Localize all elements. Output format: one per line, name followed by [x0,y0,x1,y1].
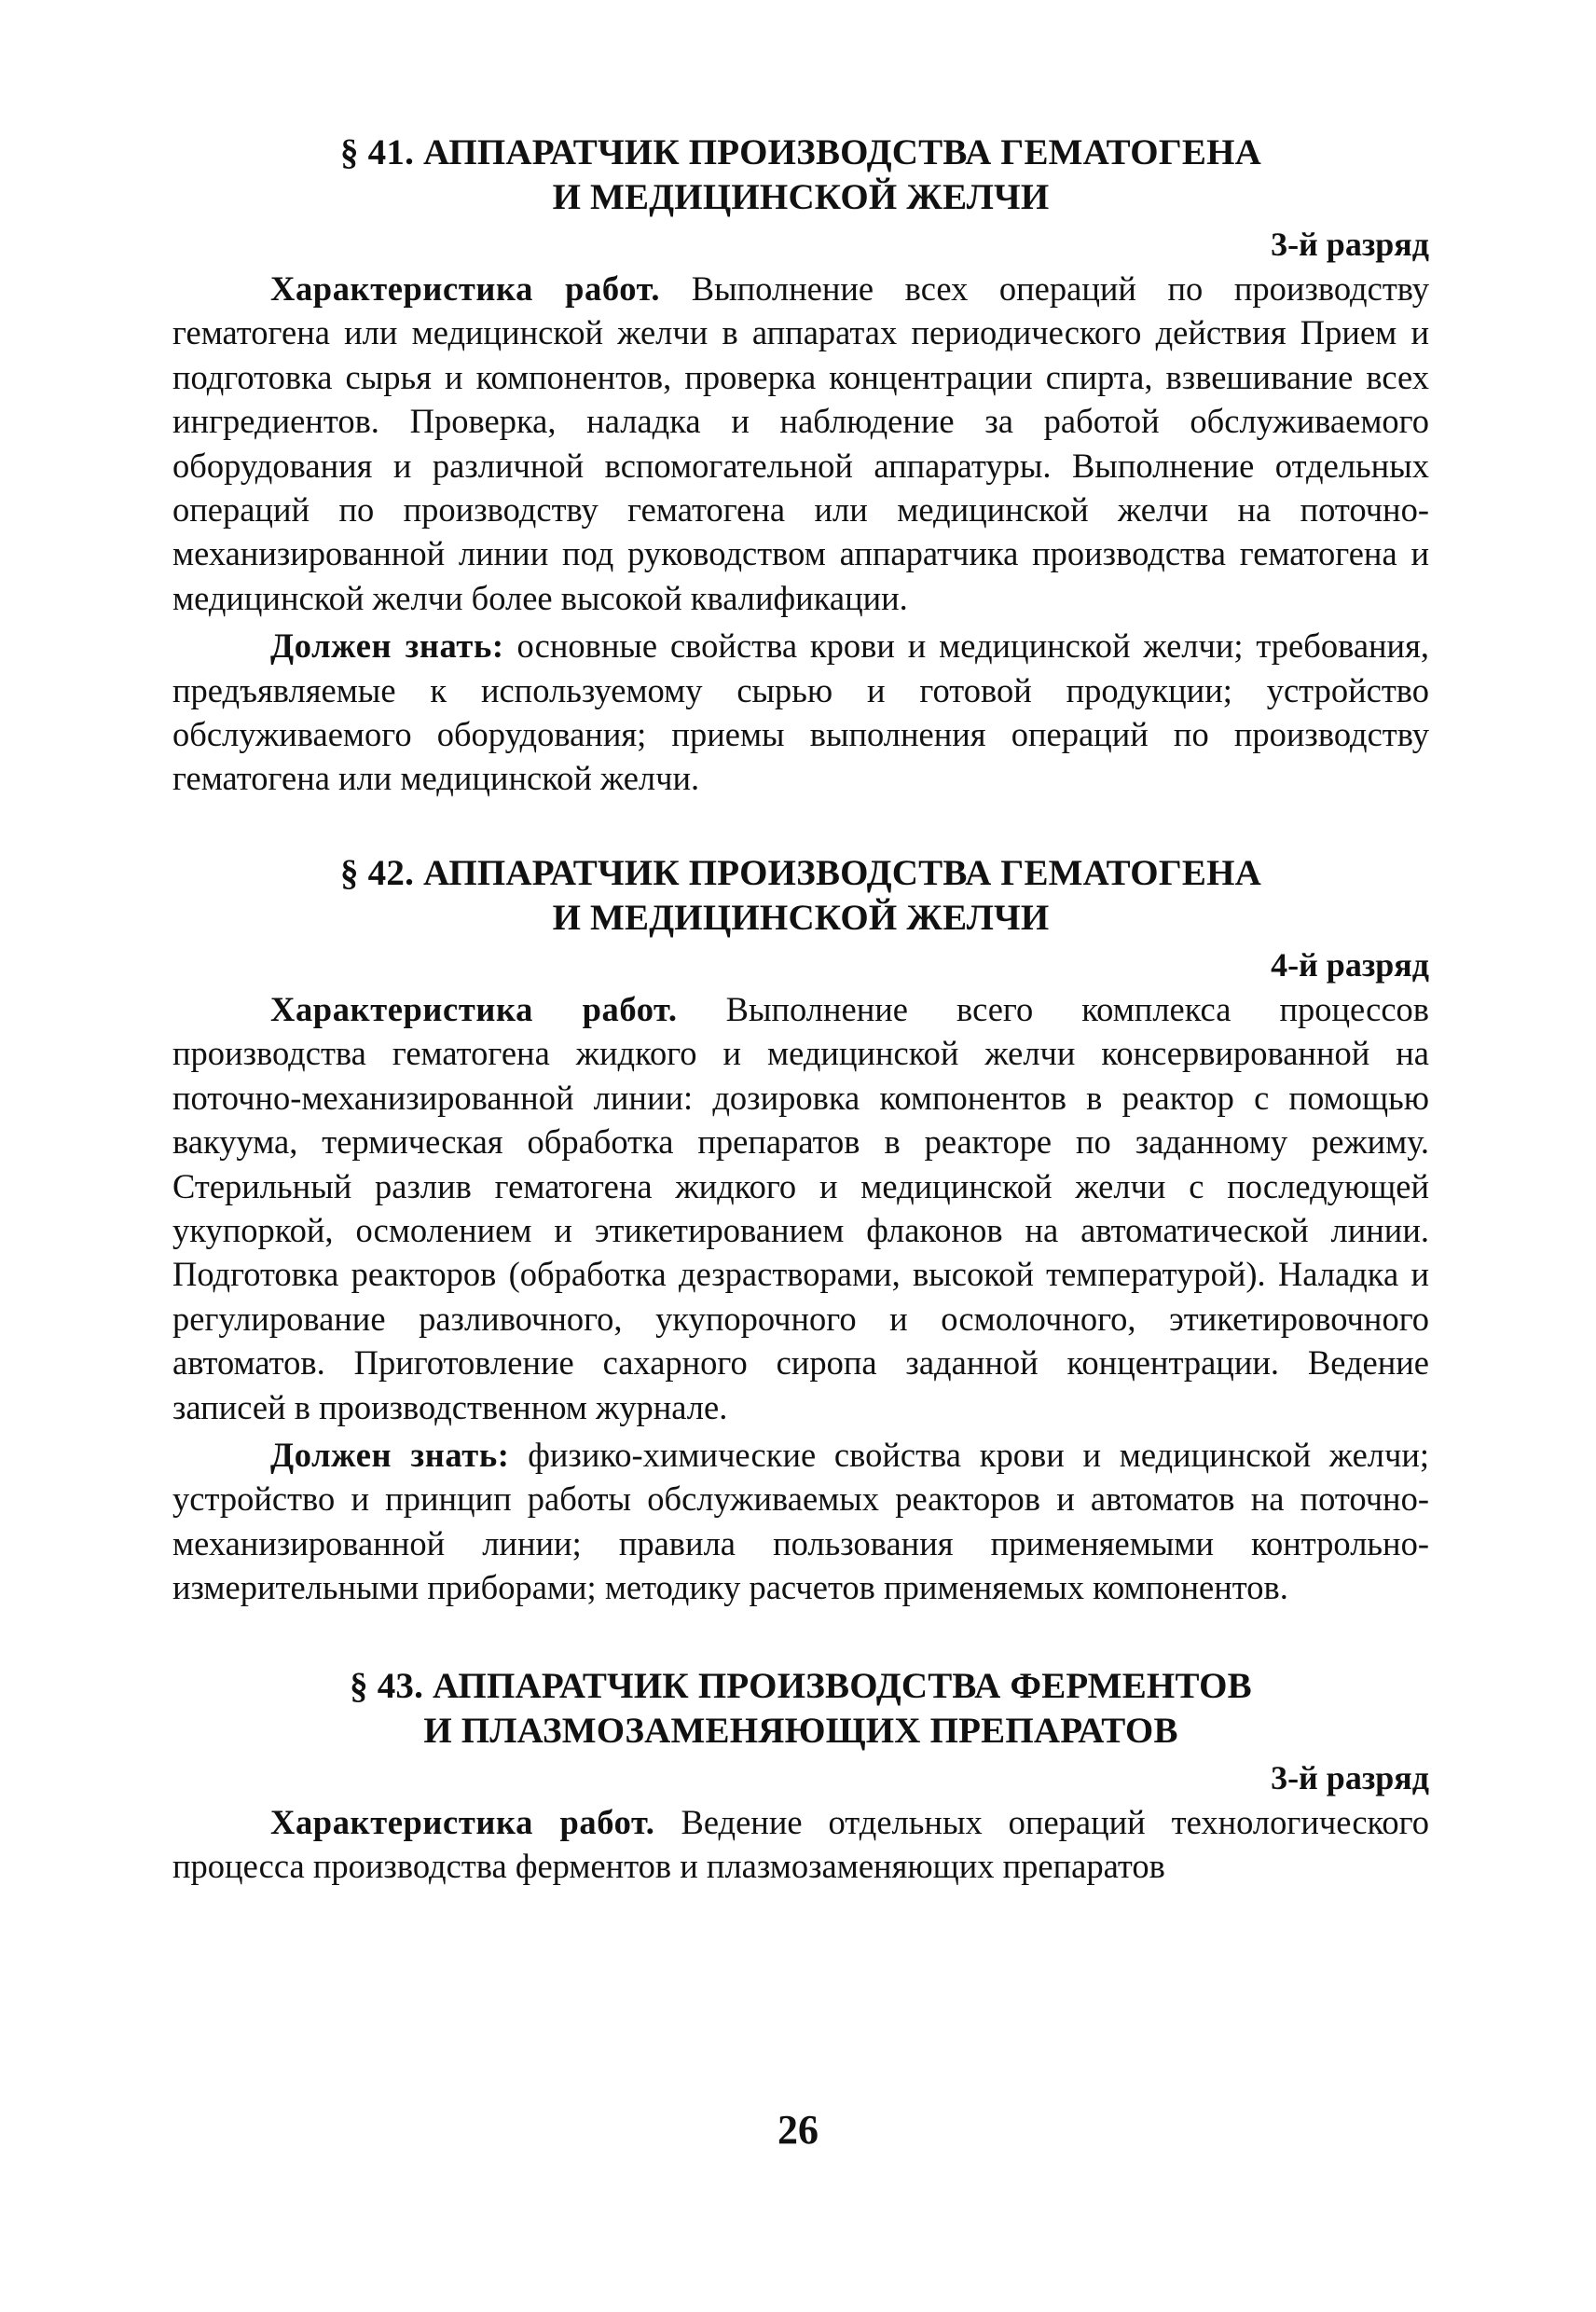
know-text: основные свойства крови и медицинской желчи; требования, предъявляемые к используемому сырью и готовой продукции; устройство обслуживаемого оборудования; приемы выполнения операций по производству гематогена или медицинской желчи. [172,626,1430,798]
work-text: Выполнение всех операций по производству гематогена или медицинской желчи в аппаратах периодического действия Прием и подготовка сырья и компонентов, проверка концентрации спирта, взвешивание всех ингредиентов. Проверка, наладка и наблюдение за работой обслуживаемого оборудования и различной вспомогательной аппаратуры. Выполнение отдельных операций по производству гематогена или медицинской желчи на поточно-механизированной линии под руководством аппаратчика производства гематогена и медицинской желчи более высокой квалификации. [172,269,1430,617]
required-knowledge [172,1433,1429,1610]
section-43 [172,1664,1429,1889]
work-text: Выполнение всего комплекса процессов производства гематогена жидкого и медицинской желчи консервированной на поточно-механизированной линии: дозировка компонентов в реактор с помощью вакуума, термическая обработка препаратов в реакторе по заданному режиму. Стерильный разлив гематогена жидкого и медицинской желчи с последующей укупоркой, осмолением и этикетированием флаконов на автоматической линии. Подготовка реакторов (обработка дезрастворами, высокой температурой). Наладка и регулирование разливочного, укупорочного и осмолочного, этикетировочного автоматов. Приготовление сахарного сиропа заданной концентрации. Ведение записей в производственном журнале. [172,989,1430,1426]
required-knowledge [172,624,1429,801]
know-text: физико-химические свойства крови и медицинской желчи; устройство и принцип работы обслуживаемых реакторов и автоматов на поточно-механизированной линии; правила пользования применяемыми контрольно-измерительными приборами; методику расчетов применяемых компонентов. [172,1435,1430,1607]
work-label: Характеристика работ. [270,1802,655,1841]
grade-label: 4-й разряд [1271,945,1429,984]
section-heading [172,131,1429,220]
page-number: 26 [777,2107,819,2153]
page-body [172,131,1429,1888]
grade-label: 3-й разряд [1271,226,1429,263]
heading-line-2: И ПЛАЗМОЗАМЕНЯЮЩИХ ПРЕПАРАТОВ [423,1710,1178,1751]
section-41 [172,131,1429,801]
know-label: Должен знать: [270,1435,510,1474]
work-label: Характеристика работ. [270,989,678,1028]
know-label: Должен знать: [270,626,504,666]
work-characteristics [172,987,1429,1429]
work-characteristics [172,1800,1429,1889]
work-text: Ведение отдельных операций технологического процесса производства ферментов и плазмозаменяющих препаратов [172,1802,1429,1885]
heading-line-1: § 42. АППАРАТЧИК ПРОИЗВОДСТВА ГЕМАТОГЕНА [340,852,1261,893]
work-label: Характеристика работ. [270,269,661,308]
section-heading [172,1664,1429,1754]
heading-line-2: И МЕДИЦИНСКОЙ ЖЕЛЧИ [552,897,1050,938]
work-characteristics [172,267,1429,620]
heading-line-2: И МЕДИЦИНСКОЙ ЖЕЛЧИ [552,177,1050,217]
section-heading [172,851,1429,941]
heading-line-1: § 43. АППАРАТЧИК ПРОИЗВОДСТВА ФЕРМЕНТОВ [350,1665,1252,1706]
grade-label: 3-й разряд [1271,1758,1429,1796]
section-42 [172,851,1429,1610]
heading-line-1: § 41. АППАРАТЧИК ПРОИЗВОДСТВА ГЕМАТОГЕНА [340,132,1261,172]
